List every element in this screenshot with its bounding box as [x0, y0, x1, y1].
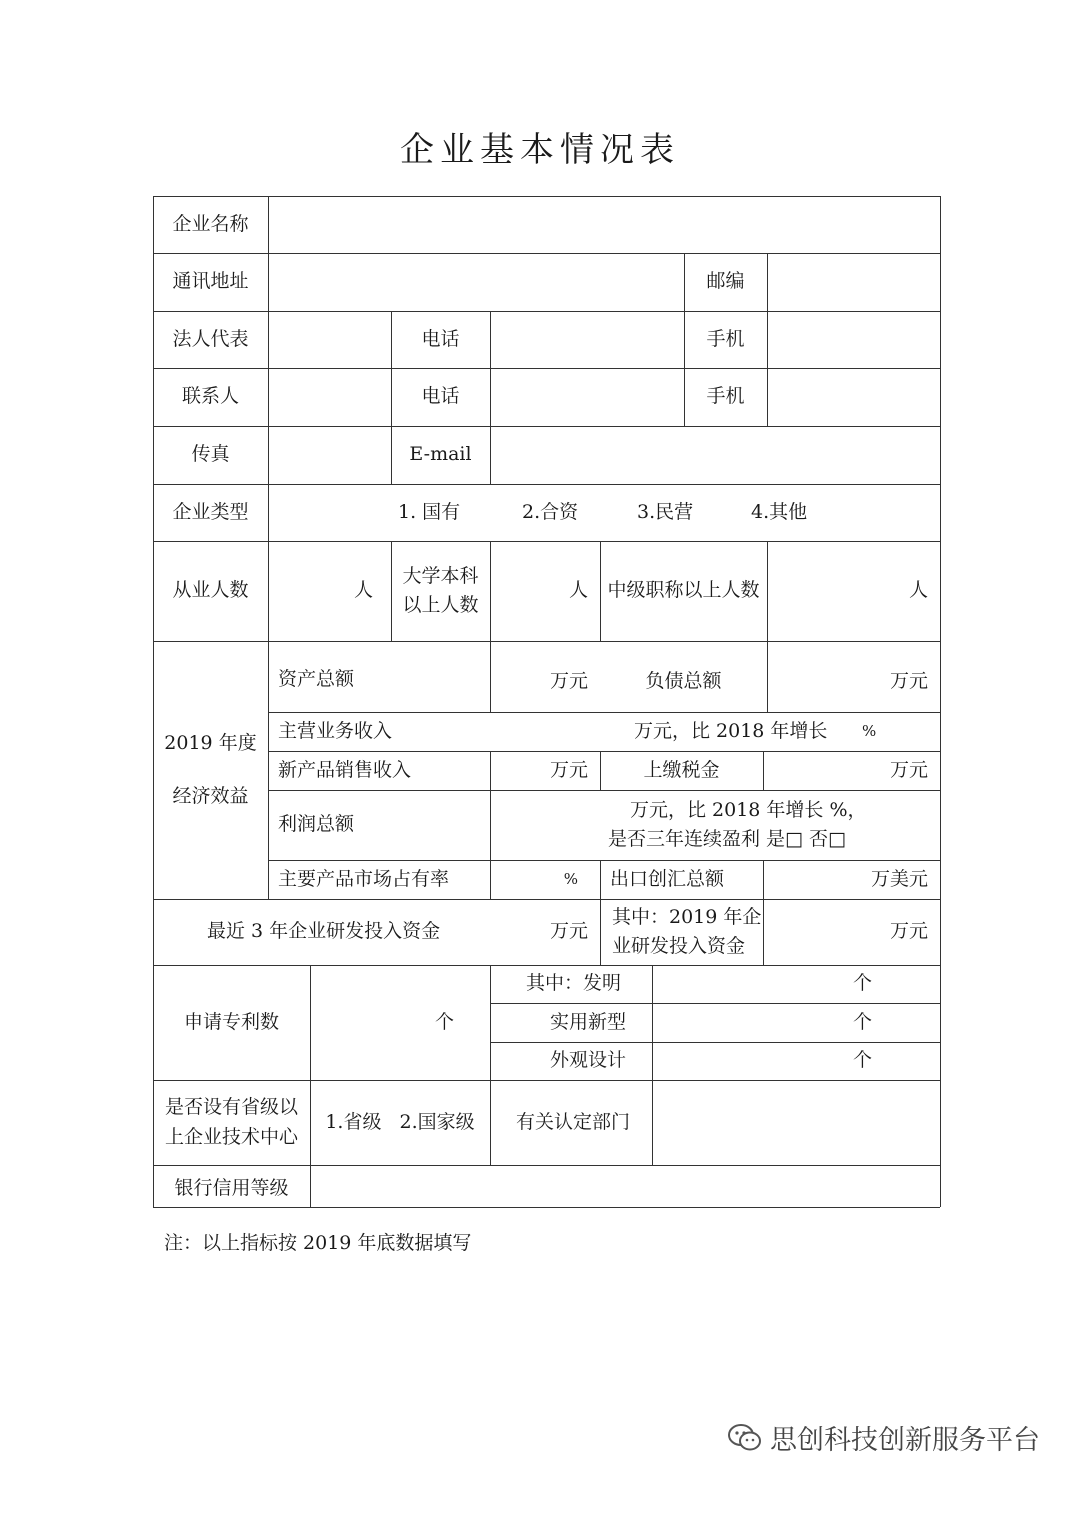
unit-wan: 万元	[889, 758, 928, 781]
label-mobile: 手机	[706, 385, 745, 408]
label-bachelor	[391, 541, 490, 641]
unit-ge: 个	[852, 1049, 872, 1072]
bank-credit-field[interactable]	[310, 1165, 940, 1207]
patents-field[interactable]	[310, 965, 490, 1080]
label-tech-center-line2: 上企业技术中心	[164, 1125, 298, 1148]
label-bachelor-line1: 大学本科	[402, 564, 479, 587]
label-new-product-sales: 新产品销售收入	[278, 758, 412, 781]
label-company-name: 企业名称	[172, 212, 249, 235]
label-bank-credit: 银行信用等级	[174, 1176, 289, 1199]
label-market-share: 主要产品市场占有率	[278, 867, 450, 890]
company-type-option[interactable]: 1. 国有	[398, 500, 461, 523]
label-employees: 从业人数	[172, 579, 249, 602]
label-rd-3yr: 最近 3 年企业研发投入资金	[207, 920, 441, 943]
unit-wan: 万元	[889, 920, 928, 943]
label-fax: 传真	[191, 443, 230, 466]
label-econ-line1: 2019 年度	[164, 731, 257, 754]
unit-person: 人	[568, 579, 588, 602]
postcode-field[interactable]	[767, 253, 940, 311]
export-field[interactable]	[763, 860, 940, 899]
footnote: 注：以上指标按 2019 年底数据填写	[164, 1232, 472, 1254]
unit-wan: 万元	[549, 669, 588, 692]
unit-person: 人	[908, 579, 928, 602]
email-field[interactable]	[490, 426, 940, 484]
label-email: E-mail	[409, 443, 472, 466]
taxes-paid-field[interactable]	[763, 751, 940, 790]
label-econ-line2: 经济效益	[172, 785, 249, 807]
legal-rep-field[interactable]	[268, 311, 391, 368]
rd-3yr-field[interactable]	[490, 899, 600, 965]
company-type-option[interactable]: 2.合资	[522, 500, 579, 523]
label-utility: 实用新型	[549, 1010, 626, 1033]
pct-sign: %	[563, 869, 578, 888]
invention-field[interactable]	[652, 965, 940, 1003]
label-rd-2019-line1: 其中：2019 年企	[612, 905, 762, 928]
label-legal-rep: 法人代表	[172, 327, 249, 350]
unit-person: 人	[353, 579, 373, 602]
fax-field[interactable]	[268, 426, 391, 484]
bachelor-field[interactable]	[490, 541, 600, 641]
pct-sign: %	[862, 721, 877, 740]
design-field[interactable]	[652, 1042, 940, 1080]
market-share-field[interactable]	[490, 860, 600, 899]
label-economic-benefit	[153, 641, 268, 899]
unit-ge: 个	[434, 1010, 454, 1033]
watermark-text: 思创科技创新服务平台	[770, 1425, 1040, 1456]
company-name-field[interactable]	[268, 196, 940, 253]
unit-wan: 万元	[549, 920, 588, 943]
label-phone: 电话	[421, 385, 460, 408]
label-taxes-paid: 上缴税金	[643, 758, 720, 781]
label-address: 通讯地址	[172, 270, 249, 293]
total-assets-field[interactable]	[490, 641, 600, 712]
unit-ge: 个	[852, 1010, 872, 1033]
label-postcode: 邮编	[706, 270, 745, 293]
profit-growth-text: 万元，比 2018 年增长 %，	[630, 798, 867, 821]
label-tech-center-line1: 是否设有省级以	[164, 1096, 298, 1119]
main-revenue-growth-text: 万元，比 2018 年增长	[634, 719, 828, 742]
label-cert-dept: 有关认定部门	[516, 1110, 631, 1133]
label-tech-center	[153, 1080, 310, 1165]
label-company-type: 企业类型	[172, 500, 249, 523]
label-mobile: 手机	[706, 327, 745, 350]
profit-three-year-text: 是否三年连续盈利 是□ 否□	[608, 828, 846, 850]
legal-rep-phone-field[interactable]	[490, 311, 684, 368]
label-patents: 申请专利数	[183, 1010, 279, 1033]
tech-center-options[interactable]: 1.省级 2.国家级	[325, 1110, 475, 1133]
contact-phone-field[interactable]	[490, 368, 684, 426]
label-export: 出口创汇总额	[610, 867, 725, 890]
company-type-options	[268, 484, 940, 541]
watermark	[728, 1418, 1040, 1457]
rd-2019-field[interactable]	[763, 899, 940, 965]
total-liabilities-field[interactable]	[767, 641, 940, 712]
unit-wan: 万元	[889, 669, 928, 692]
label-mid-title: 中级职称以上人数	[607, 579, 760, 602]
contact-field[interactable]	[268, 368, 391, 426]
label-design: 外观设计	[549, 1049, 626, 1072]
address-field[interactable]	[268, 253, 684, 311]
page-title: 企业基本情况表	[400, 130, 680, 170]
label-bachelor-line2: 以上人数	[402, 594, 479, 616]
unit-usd: 万美元	[870, 867, 928, 890]
wechat-icon	[728, 1423, 762, 1453]
total-profit-field[interactable]	[490, 790, 940, 860]
legal-rep-mobile-field[interactable]	[767, 311, 940, 368]
label-total-assets: 资产总额	[278, 668, 355, 690]
new-product-sales-field[interactable]	[490, 751, 600, 790]
company-type-option[interactable]: 4.其他	[751, 500, 808, 523]
label-phone: 电话	[421, 327, 460, 350]
main-revenue-field[interactable]	[490, 712, 940, 751]
cert-dept-field[interactable]	[652, 1080, 940, 1165]
unit-wan: 万元	[549, 758, 588, 781]
label-rd-2019	[600, 899, 763, 965]
mid-title-field[interactable]	[767, 541, 940, 641]
label-contact: 联系人	[181, 385, 239, 408]
employees-field[interactable]	[268, 541, 391, 641]
contact-mobile-field[interactable]	[767, 368, 940, 426]
utility-field[interactable]	[652, 1003, 940, 1042]
label-rd-2019-line2: 业研发投入资金	[612, 935, 746, 957]
label-total-profit: 利润总额	[278, 813, 355, 836]
unit-ge: 个	[852, 972, 872, 995]
label-invention: 其中：发明	[526, 972, 622, 995]
company-type-option[interactable]: 3.民营	[637, 500, 694, 523]
label-main-revenue: 主营业务收入	[278, 719, 393, 742]
label-total-liabilities: 负债总额	[645, 669, 722, 692]
